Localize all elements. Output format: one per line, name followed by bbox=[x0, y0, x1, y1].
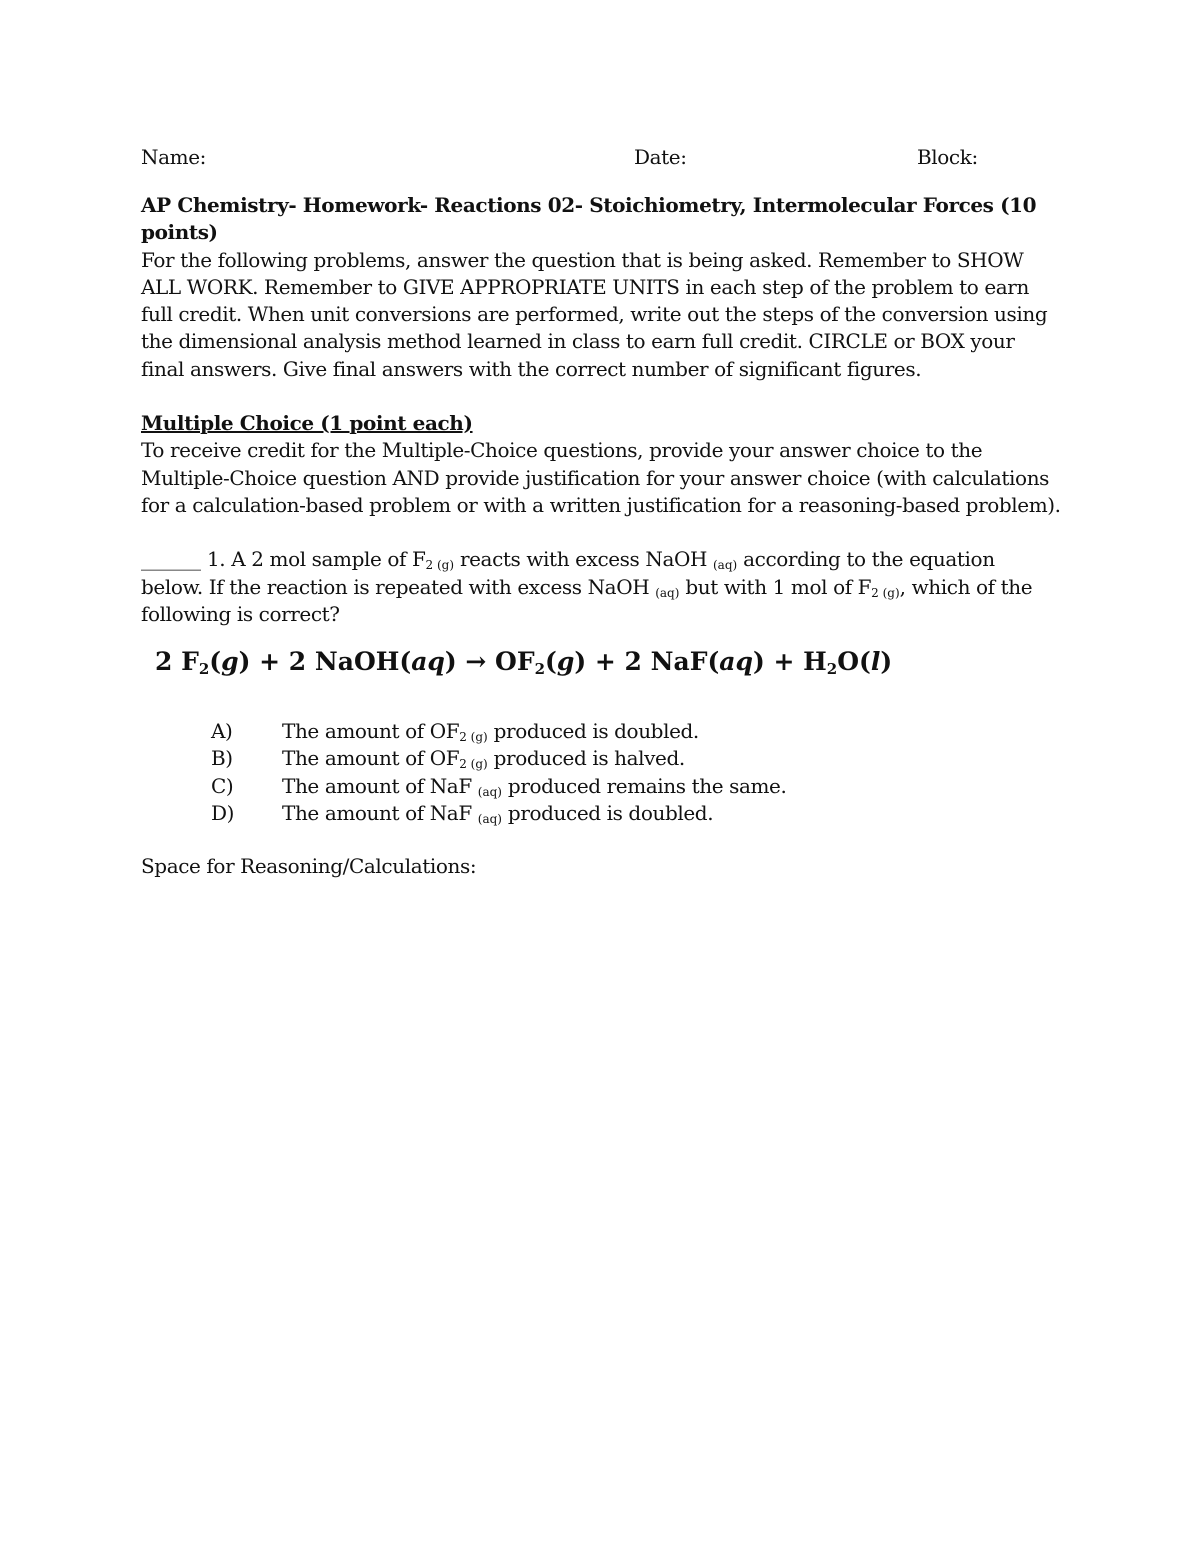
eq-part: ) bbox=[880, 647, 893, 677]
subscript: (aq) bbox=[477, 812, 502, 827]
question-1 bbox=[141, 546, 1061, 628]
eq-subscript: 2 bbox=[534, 660, 546, 679]
subscript: 2 (g) bbox=[871, 585, 900, 600]
choice-a[interactable] bbox=[141, 718, 1061, 745]
subscript: (aq) bbox=[655, 585, 680, 600]
eq-state: l bbox=[870, 647, 881, 677]
block-label: Block: bbox=[917, 145, 978, 169]
choice-text bbox=[282, 745, 685, 772]
choice-c[interactable] bbox=[141, 773, 1061, 800]
choice-text bbox=[282, 718, 699, 745]
eq-state: g bbox=[556, 647, 575, 677]
question-text: but with 1 mol of F bbox=[679, 574, 872, 599]
subscript: 2 (g) bbox=[459, 730, 488, 745]
eq-part: ) → OF bbox=[444, 647, 535, 677]
eq-state: g bbox=[221, 647, 239, 677]
eq-part: 2 F bbox=[155, 647, 199, 677]
general-instructions: For the following problems, answer the question that is being asked. Remember to SHOW ALL WORK. Remember to GIVE APPROPRIATE UNITS in each step of the problem to earn full credit. When unit conversions are performed, write out the steps of the conversion using the dimensional analysis method learned in class to earn full credit. CIRCLE or BOX your final answers. Give final answers with the correct number of significant figures. bbox=[141, 247, 1048, 381]
eq-state: aq bbox=[719, 647, 753, 677]
subscript: (aq) bbox=[713, 558, 738, 573]
choice-text-pre: The amount of NaF bbox=[282, 801, 478, 826]
question-text: according to the equation below. If the reaction is repeated with excess NaOH bbox=[141, 547, 995, 599]
subscript: (aq) bbox=[477, 784, 502, 799]
question-text: , which of the following is correct? bbox=[141, 574, 1033, 626]
choice-text-post: produced is doubled. bbox=[487, 719, 699, 744]
eq-part: ( bbox=[209, 647, 222, 677]
mc-instructions: To receive credit for the Multiple-Choice questions, provide your answer choice to the Multiple-Choice question AND provide justification for your answer choice (with calculations for a calculation-based problem or with a written justification for a reasoning-based problem). bbox=[141, 438, 1061, 517]
reasoning-label: Space for Reasoning/Calculations: bbox=[141, 854, 477, 879]
subscript: 2 (g) bbox=[459, 757, 488, 772]
eq-subscript: 2 bbox=[198, 660, 210, 679]
choice-text-pre: The amount of OF bbox=[282, 746, 460, 771]
choice-letter: D) bbox=[211, 801, 235, 826]
question-text: A 2 mol sample of F bbox=[225, 547, 426, 572]
choice-letter: C) bbox=[211, 773, 234, 798]
choice-text-pre: The amount of NaF bbox=[282, 773, 478, 798]
worksheet-title: AP Chemistry- Homework- Reactions 02- Stoichiometry, Intermolecular Forces (10 points) bbox=[141, 193, 1037, 245]
answer-blank[interactable]: ______ bbox=[141, 547, 201, 572]
choice-text-pre: The amount of OF bbox=[282, 719, 460, 744]
date-label: Date: bbox=[634, 145, 687, 169]
eq-part: ) + 2 NaF( bbox=[574, 647, 720, 677]
worksheet-page bbox=[141, 140, 1061, 881]
eq-subscript: 2 bbox=[826, 660, 838, 679]
choice-b[interactable] bbox=[141, 745, 1061, 772]
eq-part: ) + H bbox=[752, 647, 827, 677]
choice-text bbox=[282, 773, 786, 800]
choice-text-post: produced remains the same. bbox=[501, 773, 787, 798]
eq-part: ) + 2 NaOH( bbox=[238, 647, 412, 677]
question-number: 1. bbox=[206, 547, 226, 572]
choice-d[interactable] bbox=[141, 800, 1061, 827]
choice-text bbox=[282, 800, 713, 827]
eq-state: aq bbox=[411, 647, 445, 677]
name-label: Name: bbox=[141, 145, 206, 169]
question-text: reacts with excess NaOH bbox=[454, 547, 713, 572]
header-row bbox=[141, 140, 1061, 172]
eq-part: ( bbox=[545, 647, 557, 677]
answer-choices bbox=[141, 718, 1061, 827]
eq-part: O( bbox=[837, 647, 871, 677]
subscript: 2 (g) bbox=[425, 558, 454, 573]
mc-section-title: Multiple Choice (1 point each) bbox=[141, 411, 473, 436]
choice-letter: A) bbox=[211, 719, 233, 744]
chemical-equation bbox=[155, 642, 1061, 702]
choice-letter: B) bbox=[211, 746, 233, 771]
choice-text-post: produced is doubled. bbox=[501, 801, 714, 826]
choice-text-post: produced is halved. bbox=[487, 746, 685, 771]
